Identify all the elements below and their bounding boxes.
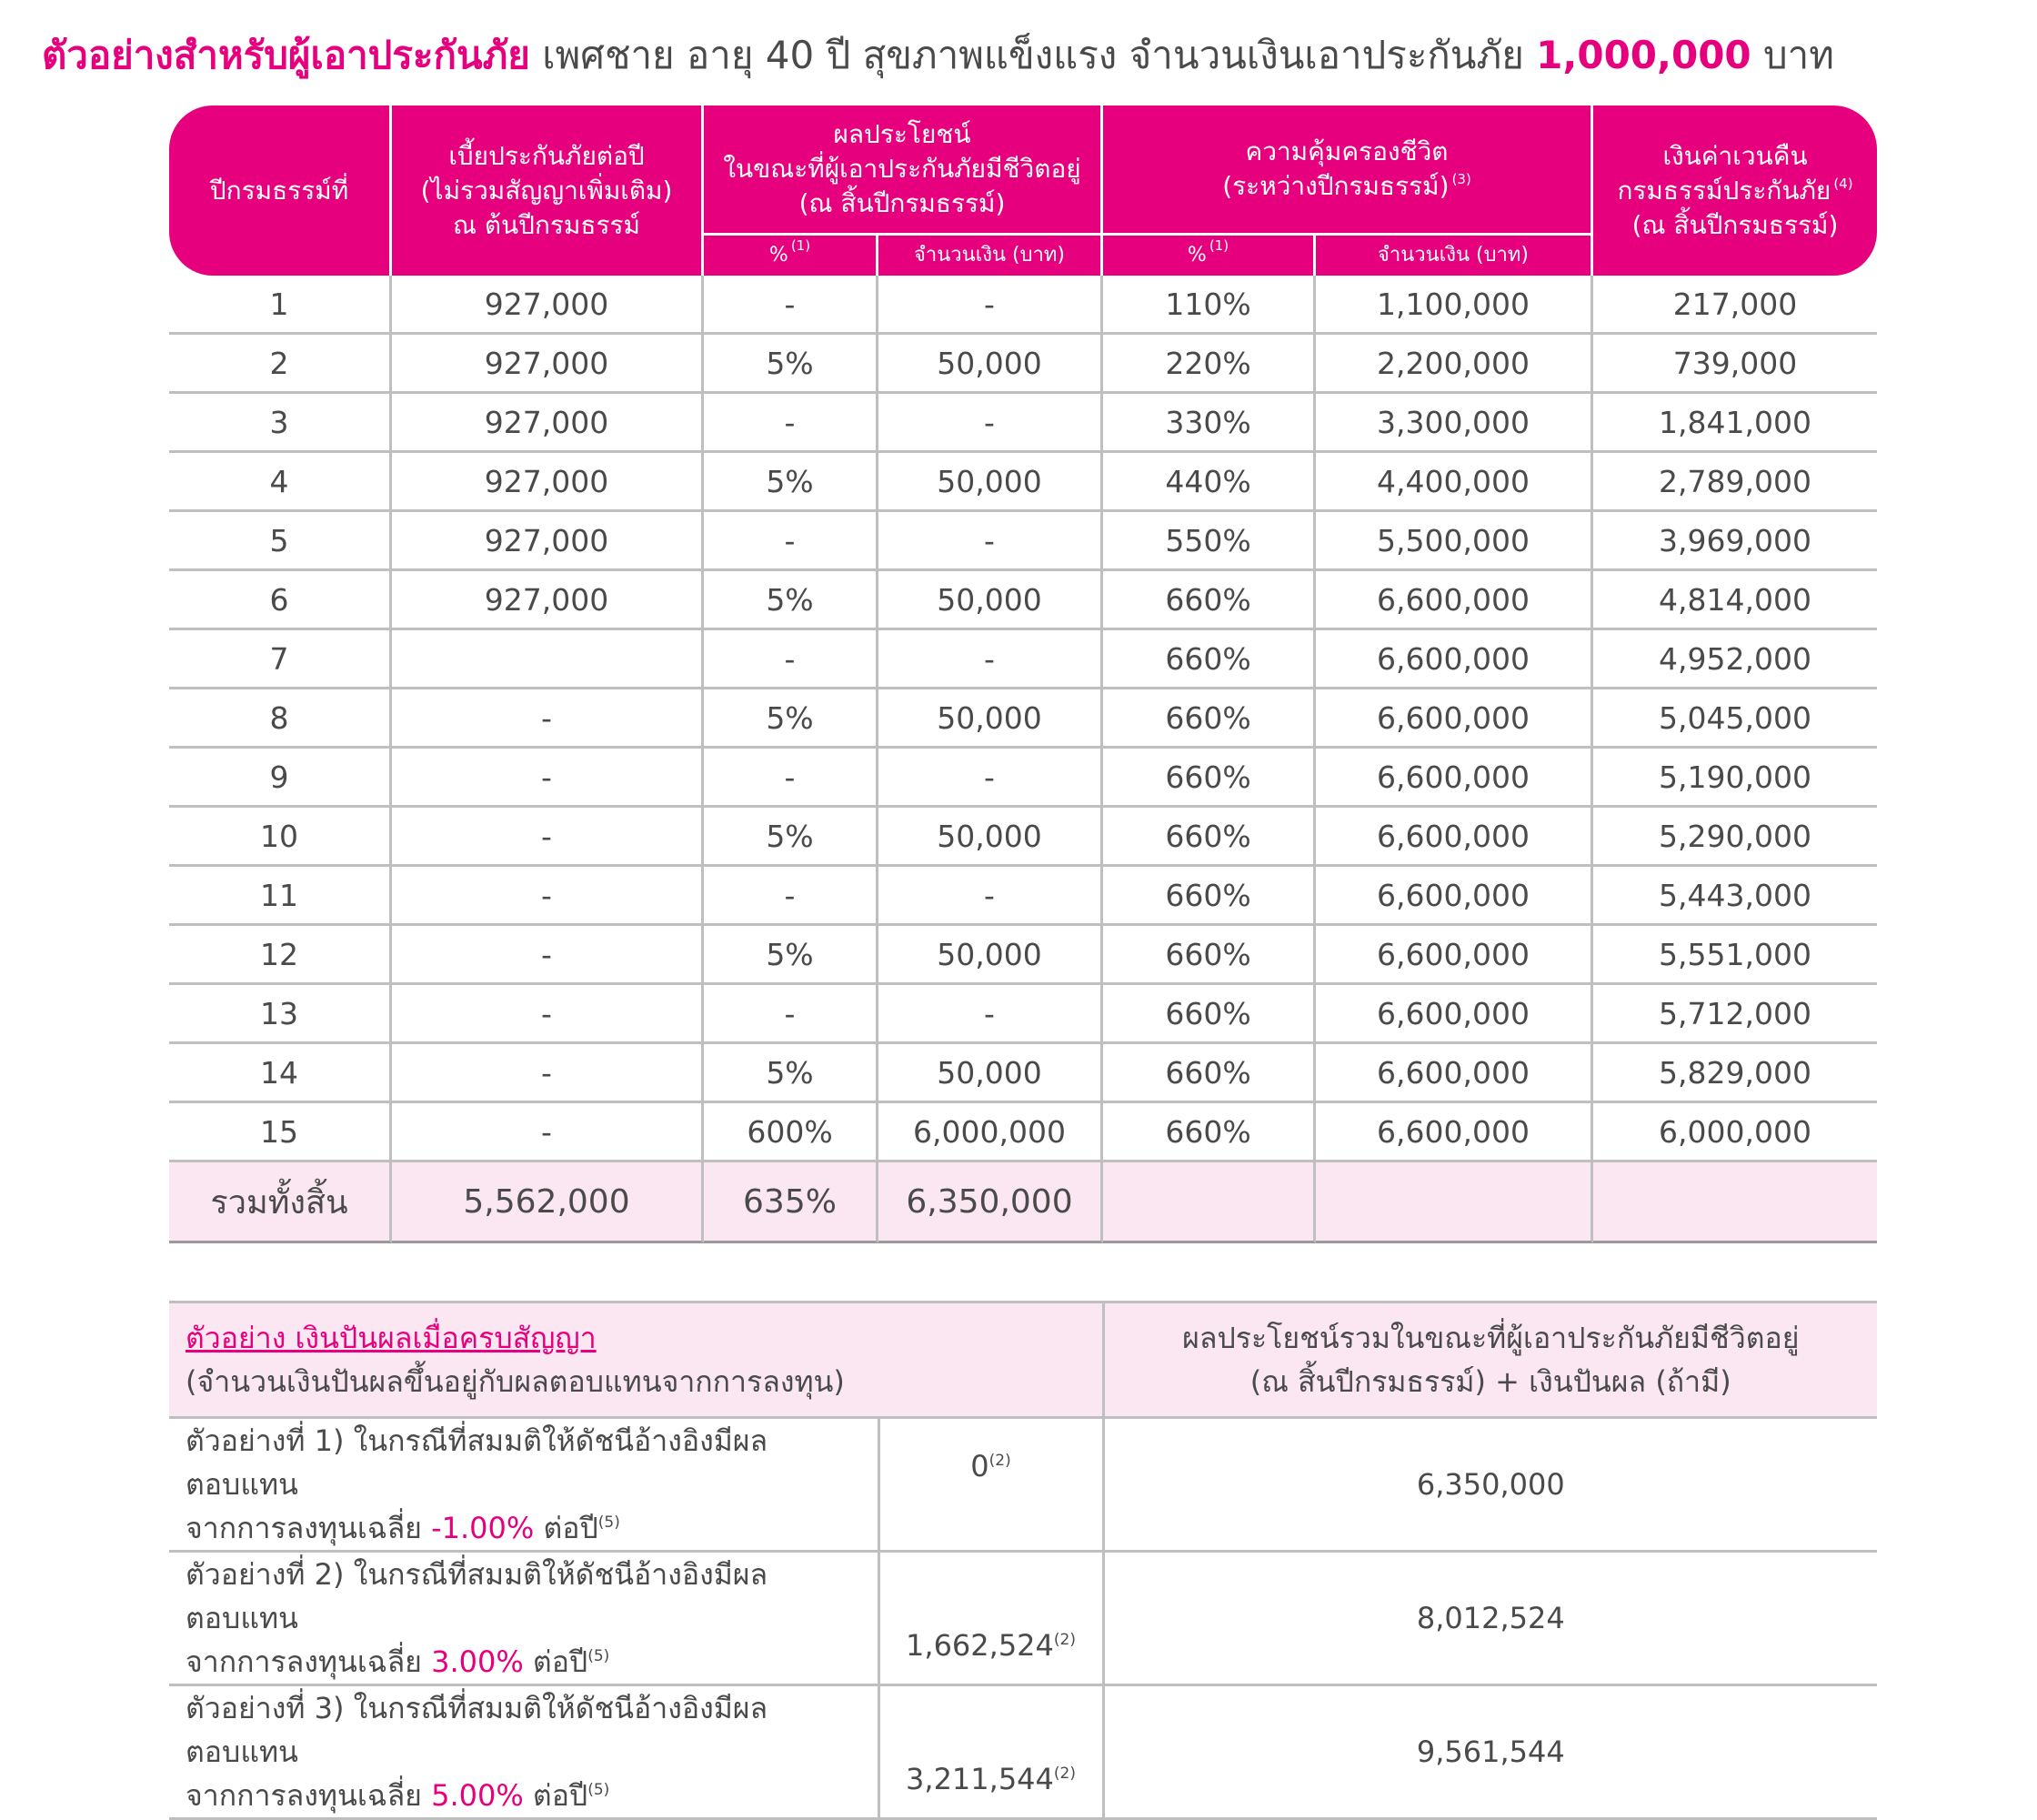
- cell-year: 2: [169, 335, 392, 394]
- cell-coverage-amount: 6,600,000: [1316, 571, 1593, 630]
- example-dividend-value: 0: [970, 1449, 989, 1483]
- dividend-example-row: [169, 1418, 1877, 1552]
- total-benefit-header: ผลประโยชน์รวมในขณะที่ผู้เอาประกันภัยมีชีวิตอยู่ (ณ สิ้นปีกรมธรรม์) + เงินปันผล (ถ้ามี): [1103, 1302, 1877, 1418]
- cell-benefit-amount: -: [878, 276, 1103, 335]
- cell-coverage-amount: 5,500,000: [1316, 512, 1593, 571]
- cell-cash-value: 2,789,000: [1593, 453, 1877, 512]
- cell-year: 7: [169, 630, 392, 689]
- dividend-subtitle: (จำนวนเงินปันผลขึ้นอยู่กับผลตอบแทนจากการลงทุน): [186, 1364, 845, 1399]
- cell-year: 4: [169, 453, 392, 512]
- total-empty-cell: [1316, 1162, 1593, 1243]
- table-row: [169, 394, 1877, 453]
- cell-coverage-amount: 4,400,000: [1316, 453, 1593, 512]
- example-dividend-footnote: (2): [988, 1452, 1011, 1470]
- cell-benefit-amount: -: [878, 394, 1103, 453]
- cell-benefit-amount: 50,000: [878, 926, 1103, 985]
- headline-profile: เพศชาย อายุ 40 ปี สุขภาพแข็งแรง จำนวนเงินเอาประกันภัย: [529, 33, 1537, 77]
- cell-cash-value: 4,952,000: [1593, 630, 1877, 689]
- cell-year: 13: [169, 985, 392, 1044]
- cell-benefit-amount: 50,000: [878, 1044, 1103, 1103]
- cell-premium: 927,000: [392, 276, 704, 335]
- example-dividend-footnote: (2): [1053, 1631, 1076, 1649]
- cell-coverage-amount: 6,600,000: [1316, 749, 1593, 808]
- cell-benefit-amount: -: [878, 985, 1103, 1044]
- cell-coverage-amount: 6,600,000: [1316, 867, 1593, 926]
- cell-cash-value: 5,551,000: [1593, 926, 1877, 985]
- cell-coverage-amount: 6,600,000: [1316, 985, 1593, 1044]
- cell-year: 15: [169, 1103, 392, 1162]
- cell-cash-value: 5,443,000: [1593, 867, 1877, 926]
- cell-premium: 927,000: [392, 571, 704, 630]
- table-row: [169, 808, 1877, 867]
- cell-year: 8: [169, 689, 392, 749]
- cell-coverage-percent: 110%: [1103, 276, 1316, 335]
- cell-premium: 927,000: [392, 453, 704, 512]
- example-description: [169, 1418, 878, 1552]
- example-rate: -1.00%: [431, 1511, 535, 1545]
- cell-premium: -: [392, 808, 704, 867]
- cell-coverage-percent: 660%: [1103, 1044, 1316, 1103]
- cell-cash-value: 4,814,000: [1593, 571, 1877, 630]
- cell-benefit-amount: 50,000: [878, 453, 1103, 512]
- cell-coverage-amount: 3,300,000: [1316, 394, 1593, 453]
- cell-benefit-percent: 5%: [704, 926, 878, 985]
- example-dividend: [878, 1685, 1103, 1819]
- total-premium: 5,562,000: [392, 1162, 704, 1243]
- cell-cash-value: 739,000: [1593, 335, 1877, 394]
- example-footnote: (5): [587, 1781, 610, 1799]
- example-total: 8,012,524: [1103, 1552, 1877, 1685]
- cell-benefit-percent: 5%: [704, 453, 878, 512]
- cell-benefit-percent: -: [704, 749, 878, 808]
- example-description: [169, 1552, 878, 1685]
- cell-year: 6: [169, 571, 392, 630]
- example-dividend-value: 3,211,544: [906, 1762, 1054, 1796]
- dividend-table: [169, 1301, 1877, 1820]
- cell-coverage-percent: 660%: [1103, 1103, 1316, 1162]
- example-dividend: [878, 1552, 1103, 1685]
- cell-cash-value: 5,190,000: [1593, 749, 1877, 808]
- benefit-table: [169, 106, 1877, 1243]
- cell-coverage-percent: 660%: [1103, 689, 1316, 749]
- cell-coverage-percent: 660%: [1103, 571, 1316, 630]
- cell-coverage-percent: 660%: [1103, 867, 1316, 926]
- subheader-benefit-percent: % $^{(1)}$: [704, 233, 878, 276]
- cell-premium: -: [392, 689, 704, 749]
- total-row: [169, 1162, 1877, 1243]
- example-line2-suffix: ต่อปี: [523, 1778, 588, 1813]
- header-premium: เบี้ยประกันภัยต่อปี (ไม่รวมสัญญาเพิ่มเติม) ณ ต้นปีกรมธรรม์: [392, 106, 704, 276]
- cell-benefit-amount: -: [878, 867, 1103, 926]
- cell-coverage-percent: 440%: [1103, 453, 1316, 512]
- cell-coverage-amount: 6,600,000: [1316, 630, 1593, 689]
- cell-benefit-amount: -: [878, 512, 1103, 571]
- table-row: [169, 689, 1877, 749]
- example-footnote: (5): [587, 1647, 610, 1665]
- example-line2: จากการลงทุนเฉลี่ย: [186, 1511, 432, 1545]
- cell-coverage-percent: 660%: [1103, 926, 1316, 985]
- cell-premium: 927,000: [392, 394, 704, 453]
- cell-coverage-percent: 660%: [1103, 808, 1316, 867]
- example-line2-suffix: ต่อปี: [523, 1644, 588, 1679]
- cell-benefit-amount: 6,000,000: [878, 1103, 1103, 1162]
- cell-benefit-amount: 50,000: [878, 808, 1103, 867]
- cell-coverage-amount: 6,600,000: [1316, 1103, 1593, 1162]
- page-title: [42, 27, 1997, 84]
- table-row: [169, 276, 1877, 335]
- cell-coverage-amount: 6,600,000: [1316, 926, 1593, 985]
- cell-coverage-percent: 550%: [1103, 512, 1316, 571]
- example-rate: 5.00%: [431, 1778, 524, 1813]
- cell-benefit-percent: 600%: [704, 1103, 878, 1162]
- cell-coverage-percent: 660%: [1103, 749, 1316, 808]
- cell-coverage-percent: 660%: [1103, 630, 1316, 689]
- cell-premium: -: [392, 1044, 704, 1103]
- dividend-example-link[interactable]: ตัวอย่าง เงินปันผลเมื่อครบสัญญา: [186, 1321, 597, 1355]
- cell-year: 11: [169, 867, 392, 926]
- cell-benefit-percent: -: [704, 985, 878, 1044]
- cell-coverage-percent: 220%: [1103, 335, 1316, 394]
- cell-premium: [392, 630, 704, 689]
- cell-benefit-amount: -: [878, 749, 1103, 808]
- cell-coverage-amount: 6,600,000: [1316, 689, 1593, 749]
- dividend-header: [169, 1302, 1103, 1418]
- example-line1: ตัวอย่างที่ 2) ในกรณีที่สมมติให้ดัชนีอ้างอิงมีผลตอบแทน: [186, 1557, 768, 1635]
- total-benefit-amount: 6,350,000: [878, 1162, 1103, 1243]
- cell-benefit-percent: 5%: [704, 335, 878, 394]
- cell-cash-value: 5,712,000: [1593, 985, 1877, 1044]
- example-dividend-footnote: (2): [1053, 1765, 1076, 1783]
- cell-coverage-percent: 330%: [1103, 394, 1316, 453]
- cell-benefit-amount: 50,000: [878, 335, 1103, 394]
- cell-premium: -: [392, 749, 704, 808]
- cell-benefit-percent: -: [704, 394, 878, 453]
- example-total: 9,561,544: [1103, 1685, 1877, 1819]
- table-row: [169, 867, 1877, 926]
- cell-coverage-amount: 6,600,000: [1316, 1044, 1593, 1103]
- cell-benefit-amount: 50,000: [878, 689, 1103, 749]
- example-rate: 3.00%: [431, 1644, 524, 1679]
- subheader-benefit-amount: จำนวนเงิน (บาท): [878, 233, 1103, 276]
- headline-lead: ตัวอย่างสำหรับผู้เอาประกันภัย: [42, 33, 530, 77]
- cell-cash-value: 5,045,000: [1593, 689, 1877, 749]
- cell-premium: 927,000: [392, 335, 704, 394]
- cell-cash-value: 5,829,000: [1593, 1044, 1877, 1103]
- total-benefit-percent: 635%: [704, 1162, 878, 1243]
- table-row: [169, 512, 1877, 571]
- table-row: [169, 1044, 1877, 1103]
- total-label: รวมทั้งสิ้น: [169, 1162, 392, 1243]
- example-line2: จากการลงทุนเฉลี่ย: [186, 1644, 432, 1679]
- subheader-coverage-amount: จำนวนเงิน (บาท): [1316, 233, 1593, 276]
- cell-year: 14: [169, 1044, 392, 1103]
- cell-premium: -: [392, 1103, 704, 1162]
- cell-coverage-amount: 6,600,000: [1316, 808, 1593, 867]
- cell-benefit-amount: 50,000: [878, 571, 1103, 630]
- cell-benefit-percent: -: [704, 276, 878, 335]
- table-row: [169, 749, 1877, 808]
- cell-year: 12: [169, 926, 392, 985]
- total-empty-cell: [1103, 1162, 1316, 1243]
- cell-coverage-percent: 660%: [1103, 985, 1316, 1044]
- cell-coverage-amount: 2,200,000: [1316, 335, 1593, 394]
- headline-sum-assured: 1,000,000: [1536, 33, 1751, 77]
- cell-premium: -: [392, 985, 704, 1044]
- dividend-example-row: [169, 1685, 1877, 1819]
- table-row: [169, 985, 1877, 1044]
- cell-premium: 927,000: [392, 512, 704, 571]
- dividend-example-row: [169, 1552, 1877, 1685]
- header-living-benefit: ผลประโยชน์ ในขณะที่ผู้เอาประกันภัยมีชีวิตอยู่ (ณ สิ้นปีกรมธรรม์): [704, 106, 1103, 233]
- cell-premium: -: [392, 926, 704, 985]
- header-life-coverage: ความคุ้มครองชีวิต (ระหว่างปีกรมธรรม์) $^{(3)}$: [1103, 106, 1593, 233]
- cell-year: 5: [169, 512, 392, 571]
- cell-year: 10: [169, 808, 392, 867]
- header-policy-year: ปีกรมธรรม์ที่: [169, 106, 392, 276]
- cell-benefit-percent: 5%: [704, 571, 878, 630]
- example-dividend: [878, 1418, 1103, 1552]
- cell-cash-value: 3,969,000: [1593, 512, 1877, 571]
- cell-premium: -: [392, 867, 704, 926]
- cell-benefit-percent: -: [704, 630, 878, 689]
- table-row: [169, 926, 1877, 985]
- cell-year: 3: [169, 394, 392, 453]
- example-line1: ตัวอย่างที่ 3) ในกรณีที่สมมติให้ดัชนีอ้างอิงมีผลตอบแทน: [186, 1691, 768, 1769]
- table-row: [169, 1103, 1877, 1162]
- headline-unit: บาท: [1751, 33, 1834, 77]
- cell-year: 1: [169, 276, 392, 335]
- table-row: [169, 453, 1877, 512]
- example-line2-suffix: ต่อปี: [534, 1511, 598, 1545]
- cell-cash-value: 6,000,000: [1593, 1103, 1877, 1162]
- cell-benefit-amount: -: [878, 630, 1103, 689]
- cell-benefit-percent: 5%: [704, 689, 878, 749]
- example-description: [169, 1685, 878, 1819]
- cell-cash-value: 5,290,000: [1593, 808, 1877, 867]
- table-row: [169, 335, 1877, 394]
- example-line2: จากการลงทุนเฉลี่ย: [186, 1778, 432, 1813]
- cell-benefit-percent: -: [704, 512, 878, 571]
- cell-cash-value: 217,000: [1593, 276, 1877, 335]
- table-row: [169, 571, 1877, 630]
- cell-benefit-percent: 5%: [704, 808, 878, 867]
- total-empty-cell: [1593, 1162, 1877, 1243]
- example-total: 6,350,000: [1103, 1418, 1877, 1552]
- cell-benefit-percent: 5%: [704, 1044, 878, 1103]
- example-footnote: (5): [597, 1513, 620, 1532]
- cell-year: 9: [169, 749, 392, 808]
- example-dividend-value: 1,662,524: [906, 1628, 1054, 1663]
- example-line1: ตัวอย่างที่ 1) ในกรณีที่สมมติให้ดัชนีอ้างอิงมีผลตอบแทน: [186, 1423, 768, 1502]
- cell-coverage-amount: 1,100,000: [1316, 276, 1593, 335]
- table-row: [169, 630, 1877, 689]
- subheader-coverage-percent: % $^{(1)}$: [1103, 233, 1316, 276]
- header-cash-value: เงินค่าเวนคืน กรมธรรม์ประกันภัย $^{(4)}$ (ณ สิ้นปีกรมธรรม์): [1593, 106, 1877, 276]
- cell-benefit-percent: -: [704, 867, 878, 926]
- cell-cash-value: 1,841,000: [1593, 394, 1877, 453]
